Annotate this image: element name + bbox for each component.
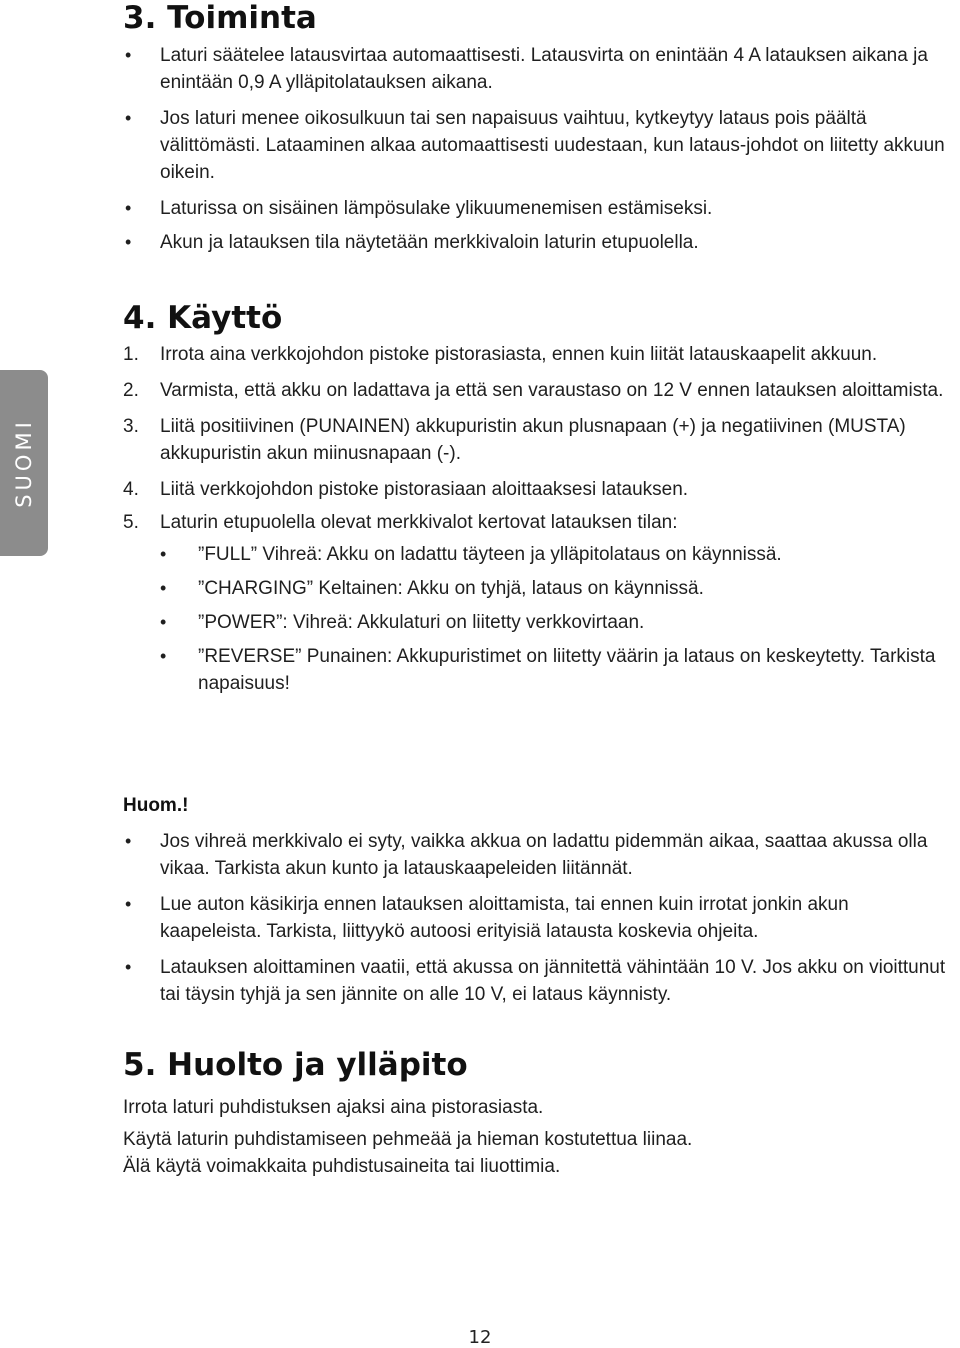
maintenance-text: Älä käytä voimakkaita puhdistusaineita tai liuottimia. [123,1156,561,1177]
section-4-heading: 4. Käyttö [123,300,283,336]
step-number: 2. [123,380,139,401]
step-number: 5. [123,512,139,533]
list-item: • ”FULL” Vihreä: Akku on ladattu täyteen ja ylläpitolataus on käynnissä. [160,541,955,568]
indicator-light-list [160,541,955,697]
section-5-heading: 5. Huolto ja ylläpito [123,1047,468,1083]
list-item: • Jos laturi menee oikosulkuun tai sen napaisuus vaihtuu, kytkeytyy lataus pois päältä välittömästi. Lataaminen alkaa automaattisesti uudestaan, kun lataus-johdot on liitetty akkuun oikein. [123,105,955,186]
usage-steps-list [123,341,955,704]
language-tab-label: SUOMI [12,418,36,508]
note-label: Huom.! [123,795,189,816]
section-3-heading: 3. Toiminta [123,0,317,36]
list-item [123,509,955,697]
language-side-tab [0,370,48,556]
step-text: Laturin etupuolella olevat merkkivalot kertovat latauksen tilan: [160,512,678,533]
list-item: • ”CHARGING” Keltainen: Akku on tyhjä, lataus on käynnissä. [160,575,955,602]
step-text: Liitä positiivinen (PUNAINEN) akkupuristin akun plusnapaan (+) ja negatiivinen (MUSTA) akkupuristin akun miinusnapaan (-). [160,416,906,464]
section-3-bullet-list [123,42,955,256]
list-item: • ”REVERSE” Punainen: Akkupuristimet on liitetty väärin ja lataus on keskeytetty. Tarkista napaisuus! [160,643,955,697]
list-item [123,341,955,368]
list-item: • Lue auton käsikirja ennen latauksen aloittamista, tai ennen kuin irrotat jonkin akun kaapeleista. Tarkista, liittyykö autoosi erityisiä latausta koskevia ohjeita. [123,891,955,945]
list-item [123,413,955,467]
maintenance-text: Käytä laturin puhdistamiseen pehmeää ja hieman kostutettua liinaa. [123,1129,693,1150]
list-item [123,377,955,404]
note-bullet-list [123,828,955,1008]
list-item: • Akun ja latauksen tila näytetään merkkivaloin laturin etupuolella. [123,229,955,256]
page-number: 12 [468,1327,492,1348]
list-item: • ”POWER”: Vihreä: Akkulaturi on liitetty verkkovirtaan. [160,609,955,636]
step-number: 3. [123,416,139,437]
step-text: Varmista, että akku on ladattava ja että sen varaustaso on 12 V ennen latauksen aloittamista. [160,380,944,401]
step-text: Liitä verkkojohdon pistoke pistorasiaan aloittaaksesi latauksen. [160,479,689,500]
maintenance-text: Irrota laturi puhdistuksen ajaksi aina pistorasiasta. [123,1097,544,1118]
list-item: • Laturi säätelee latausvirtaa automaattisesti. Latausvirta on enintään 4 A latauksen aikana ja enintään 0,9 A ylläpitolatauksen aikana. [123,42,955,96]
list-item: • Laturissa on sisäinen lämpösulake ylikuumenemisen estämiseksi. [123,195,955,222]
step-number: 1. [123,344,139,365]
list-item: • Latauksen aloittaminen vaatii, että akussa on jännitettä vähintään 10 V. Jos akku on vioittunut tai täysin tyhjä ja sen jännite on alle 10 V, ei lataus käynnisty. [123,954,955,1008]
step-text: Irrota aina verkkojohdon pistoke pistorasiasta, ennen kuin liität latauskaapelit akkuun. [160,344,878,365]
list-item [123,476,955,503]
step-number: 4. [123,479,139,500]
list-item: • Jos vihreä merkkivalo ei syty, vaikka akkua on ladattu pidemmän aikaa, saattaa akussa olla vikaa. Tarkista akun kunto ja latauskaapeleiden liitännät. [123,828,955,882]
